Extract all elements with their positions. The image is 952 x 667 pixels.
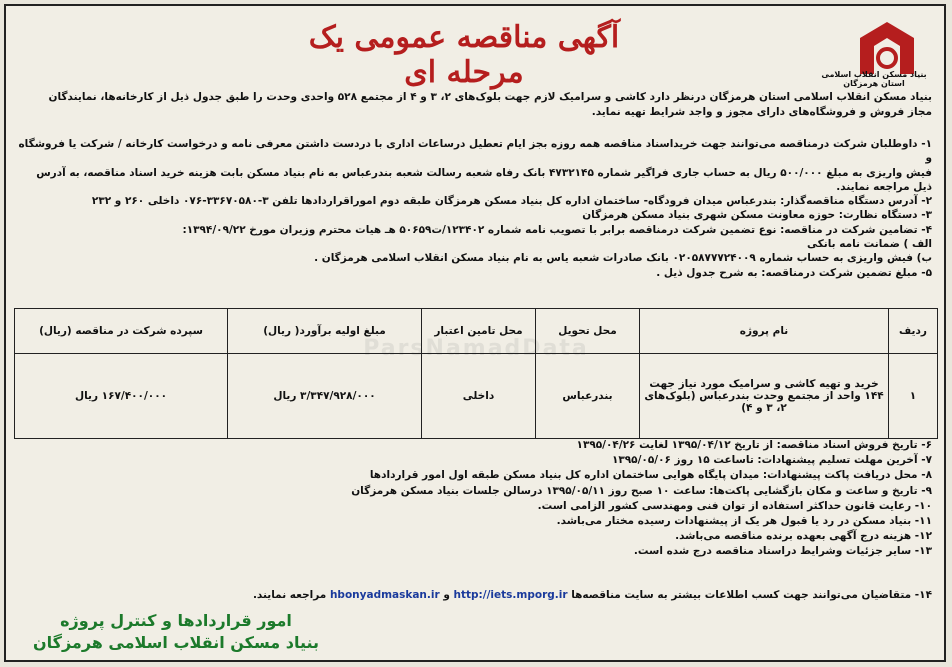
housing-foundation-logo-icon	[856, 20, 918, 76]
col-header-deposit: سپرده شرکت در مناقصه (ریال)	[15, 309, 228, 354]
cell-deposit: ۱۶۷/۴۰۰/۰۰۰ ریال	[15, 354, 228, 439]
info-prefix: ۱۴- متقاضیان می‌توانند جهت کسب اطلاعات بیشتر به سایت مناقصه‌ها	[571, 589, 932, 601]
list-item: ۸- محل دریافت پاکت پیشنهادات: میدان پایگاه هوایی ساختمان اداره کل بنیاد مسکن طبقه اول امور قراردادها	[369, 469, 932, 482]
signature-line: بنیاد مسکن انقلاب اسلامی هرمزگان	[32, 633, 320, 652]
intro-line: بنیاد مسکن انقلاب اسلامی استان هرمزگان درنظر دارد کاشی و سرامیک لازم جهت بلوک‌های ۲، ۳ و ۴ از مجتمع ۵۲۸ واحدی وحدت را طبق جدول ذیل از کارخانه‌ها، نمایندگان	[48, 91, 932, 103]
list-item: ۱۲- هزینه درج آگهی بعهده برنده مناقصه می‌باشد.	[675, 530, 932, 543]
list-item: ۱۰- رعایت قانون حداکثر استفاده از توان فنی ومهندسی کشور الزامی است.	[537, 499, 932, 512]
list-item: ب) فیش واریزی به حساب شماره ۰۲۰۵۸۷۷۷۲۴۰۰۹ بانک صادرات شعبه یاس به نام بنیاد مسکن انقلاب اسلامی هرمزگان .	[314, 252, 932, 265]
bonyad-link[interactable]: hbonyadmaskan.ir	[329, 589, 440, 601]
tender-notice	[4, 4, 946, 662]
list-item: ۲- آدرس دستگاه مناقصه‌گذار: بندرعباس میدان فرودگاه- ساختمان اداره کل بنیاد مسکن هرمزگان طبقه دوم اموراقراردادها تلفن ۳-۳۳۶۷۰۵۸۰-۰۷۶ داخلی ۲۶۰ و ۲۳۲	[91, 195, 932, 208]
list-item: ۴- تضامین شرکت در مناقصه: نوع تضمین شرکت درمناقصه برابر با تصویب نامه شماره ۱۲۳۴۰۲/ت۵۰۶۵۹ هـ هیات محترم وزیران مورخ ۱۳۹۴/۰۹/۲۲:	[182, 223, 932, 236]
col-header-project-name: نام پروژه	[640, 309, 889, 354]
cell-project-name: خرید و تهیه کاشی و سرامیک مورد نیاز جهت ۱۴۴ واحد از مجتمع وحدت بندرعباس (بلوک‌های ۲، ۳ و ۴)	[640, 354, 889, 439]
col-header-delivery-place: محل تحویل	[536, 309, 640, 354]
page-title: آگهی مناقصه عمومی یک مرحله ای	[308, 20, 620, 90]
cell-row-number: ۱	[889, 354, 938, 439]
list-item: ۶- تاریخ فروش اسناد مناقصه: از تاریخ ۱۳۹۵/۰۴/۱۲ لغایت ۱۳۹۵/۰۴/۲۶	[576, 439, 932, 451]
org-name-small: بنیاد مسکن انقلاب اسلامی استان هرمزگان	[821, 70, 927, 88]
and-word: و	[443, 589, 450, 601]
list-item: فیش واریزی به مبلغ ۵۰۰/۰۰۰ ریال به حساب جاری فراگیر شماره ۴۷۳۲۱۴۵ بانک رفاه شعبه رسالت شعبه بندرعباس به نام بنیاد مسکن بابت هزینه خرید اسناد مناقصه، به آدرس	[36, 166, 932, 179]
col-header-row-number: ردیف	[889, 309, 938, 354]
col-header-funding-source: محل تامین اعتبار	[422, 309, 536, 354]
list-item: ۱۳- سایر جزئیات وشرایط دراسناد مناقصه درج شده است.	[633, 545, 932, 558]
list-item: الف ) ضمانت نامه بانکی	[807, 238, 932, 251]
cell-funding-source: داخلی	[422, 354, 536, 439]
conditions-list-continued	[12, 438, 932, 560]
watermark: ParsNamadData	[363, 336, 589, 361]
header	[6, 6, 944, 88]
info-sites-line	[253, 589, 932, 601]
signature-line: امور قراردادها و کنترل پروژه	[60, 611, 292, 630]
col-header-estimate: مبلغ اولیه برآورد( ریال)	[228, 309, 422, 354]
list-item: ۱۱- بنیاد مسکن در رد یا قبول هر یک از پیشنهادات رسیده مختار می‌باشد.	[556, 515, 932, 528]
iets-link[interactable]: http://iets.mporg.ir	[453, 589, 568, 601]
cell-estimate: ۳/۳۴۷/۹۲۸/۰۰۰ ریال	[228, 354, 422, 439]
cell-delivery-place: بندرعباس	[536, 354, 640, 439]
tender-table	[14, 308, 938, 439]
list-item: ۳- دستگاه نظارت: حوزه معاونت مسکن شهری بنیاد مسکن هرمزگان	[582, 209, 932, 222]
list-item: ۵- مبلغ تضمین شرکت درمناقصه: به شرح جدول ذیل .	[656, 266, 932, 279]
list-item: ۹- تاریخ و ساعت و مکان بازگشایی پاکت‌ها: ساعت ۱۰ صبح روز ۱۳۹۵/۰۵/۱۱ درسالن جلسات بنیاد مسکن هرمزگان	[351, 484, 932, 497]
table-header-row	[15, 309, 938, 354]
intro-line: مجاز فروش و فروشگاه‌های دارای مجوز و واجد شرایط تهیه نماید.	[591, 106, 932, 118]
info-suffix: مراجعه نمایند.	[252, 589, 327, 601]
list-item: ۱- داوطلبان شرکت درمناقصه می‌توانند جهت خریداسناد مناقصه همه روزه بجز ایام تعطیل درساعات اداری با دردست داشتن معرفی نامه و درخواست کارخانه / شرکت یا فروشگاه و	[18, 138, 932, 165]
conditions-list	[12, 137, 932, 280]
intro-paragraph	[12, 90, 932, 120]
table-row	[15, 354, 938, 439]
signature-block	[26, 610, 326, 654]
list-item: ذیل مراجعه نمایند.	[836, 180, 932, 193]
list-item: ۷- آخرین مهلت تسلیم پیشنهادات: تاساعت ۱۵ روز ۱۳۹۵/۰۵/۰۶	[611, 454, 932, 467]
